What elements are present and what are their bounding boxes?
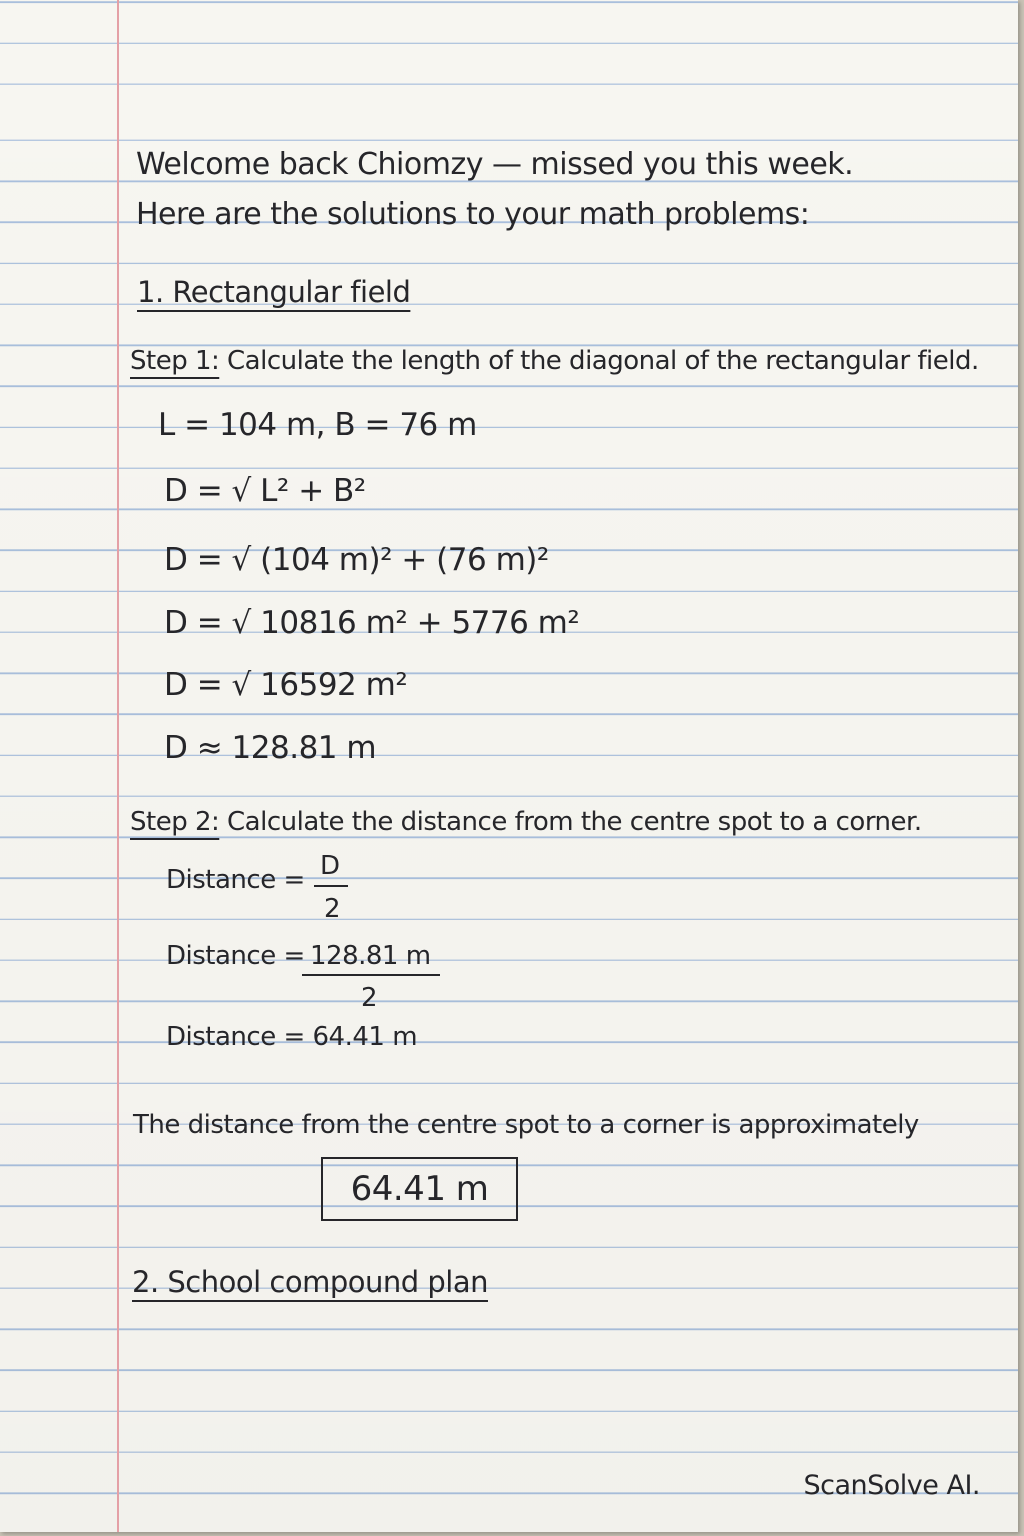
- fraction-1-numerator: D: [320, 851, 340, 881]
- conclusion-text: The distance from the centre spot to a corner is approximately: [133, 1110, 919, 1140]
- equation-1: D = √ L² + B²: [164, 473, 366, 509]
- fraction-1-denominator: 2: [324, 894, 341, 924]
- answer-box: [321, 1157, 518, 1221]
- given-values: L = 104 m, B = 76 m: [158, 407, 477, 443]
- fraction-2-denominator: 2: [361, 983, 378, 1013]
- problem-1-heading: 1. Rectangular field: [137, 275, 411, 309]
- step-2-label: Step 2:: [130, 807, 220, 837]
- answer-value: 64.41 m: [350, 1169, 489, 1209]
- fraction-2-bar: [302, 974, 440, 976]
- step-1-text: Calculate the length of the diagonal of the rectangular field.: [227, 346, 979, 376]
- equation-4: D = √ 16592 m²: [164, 667, 408, 703]
- distance-result: Distance = 64.41 m: [166, 1022, 418, 1052]
- step-2-text: Calculate the distance from the centre spot to a corner.: [227, 807, 922, 837]
- equation-3: D = √ 10816 m² + 5776 m²: [164, 605, 580, 641]
- equation-2: D = √ (104 m)² + (76 m)²: [164, 542, 549, 578]
- margin-line: [117, 0, 119, 1532]
- signature: ScanSolve AI.: [803, 1470, 980, 1501]
- fraction-1-left: Distance =: [166, 865, 305, 895]
- fraction-2-left: Distance =: [166, 941, 305, 971]
- equation-5: D ≈ 128.81 m: [164, 730, 377, 766]
- intro-line-1: Welcome back Chiomzy — missed you this week.: [136, 147, 854, 182]
- step-1-label: Step 1:: [130, 346, 220, 376]
- step-2-line: [130, 809, 922, 835]
- problem-2-heading: 2. School compound plan: [132, 1265, 488, 1299]
- fraction-1-bar: [314, 885, 348, 887]
- fraction-2-numerator: 128.81 m: [310, 941, 431, 971]
- step-1-line: [130, 348, 979, 374]
- intro-line-2: Here are the solutions to your math problems:: [136, 197, 810, 232]
